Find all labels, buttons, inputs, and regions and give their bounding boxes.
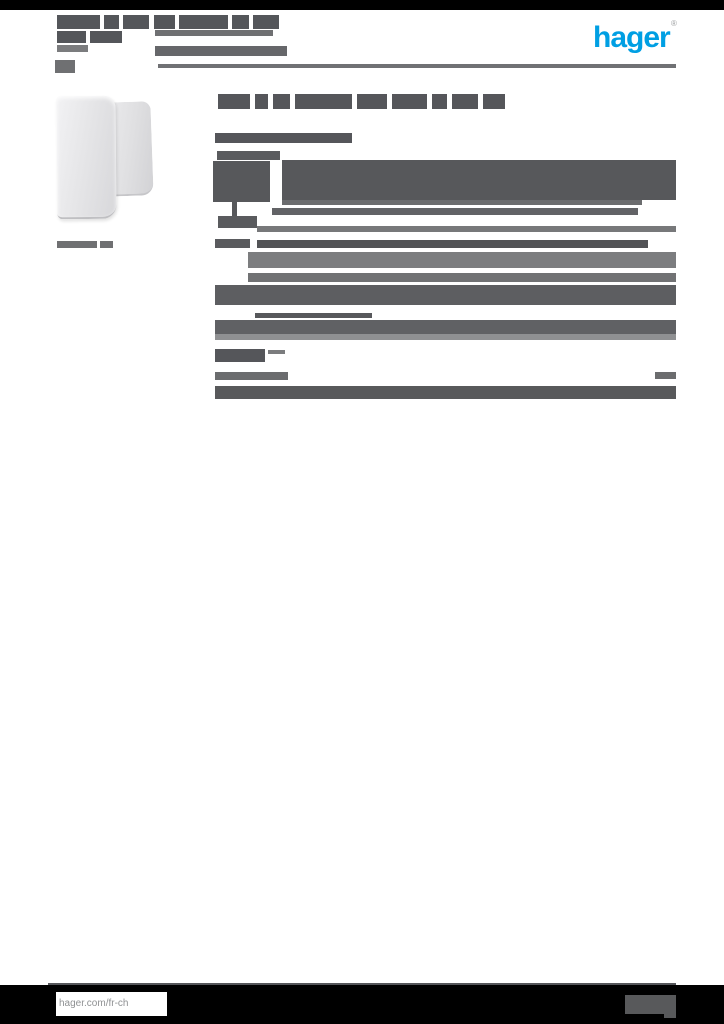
redacted-text-line	[154, 15, 175, 29]
product-photo	[56, 88, 154, 228]
redacted-text-line	[253, 15, 279, 29]
redacted-text-line	[215, 239, 250, 248]
redacted-text-line	[57, 241, 97, 248]
redacted-text-line	[100, 241, 113, 248]
redacted-text-line	[57, 45, 88, 52]
redacted-text-line	[273, 94, 290, 109]
redacted-text-line	[272, 208, 638, 215]
redacted-text-line	[282, 160, 676, 200]
redacted-text-line	[215, 334, 676, 340]
redacted-text-line	[123, 15, 149, 29]
redacted-text-line	[215, 133, 352, 143]
redacted-text-line	[155, 46, 287, 56]
product-photo-front-panel	[56, 96, 116, 220]
redacted-text-line	[57, 15, 100, 29]
redacted-text-line	[215, 320, 676, 334]
footer-page-box	[625, 995, 676, 1014]
redacted-text-line	[392, 94, 427, 109]
redacted-text-line	[248, 252, 676, 268]
redacted-text-line	[452, 94, 478, 109]
redacted-text-line	[213, 161, 270, 202]
redacted-text-line	[432, 94, 447, 109]
hager-logo	[593, 19, 677, 54]
redacted-text-line	[257, 240, 648, 248]
registered-trademark-icon: ®	[671, 19, 677, 28]
redacted-text-line	[257, 226, 676, 232]
redacted-text-line	[158, 64, 676, 68]
redacted-text-line	[215, 386, 676, 399]
hager-logo-text: hager	[593, 21, 670, 54]
footer-website-link[interactable]: hager.com/fr-ch	[59, 998, 129, 1009]
redacted-text-line	[232, 15, 249, 29]
redacted-text-line	[282, 200, 642, 205]
redacted-text-line	[215, 349, 265, 362]
redacted-text-line	[268, 350, 285, 354]
footer-page-box-notch	[664, 1014, 676, 1018]
redacted-text-line	[483, 94, 505, 109]
redacted-text-line	[357, 94, 387, 109]
redacted-text-line	[255, 313, 372, 318]
top-edge-bar	[0, 0, 724, 10]
redacted-text-line	[90, 31, 122, 43]
redacted-text-line	[215, 285, 676, 305]
redacted-text-line	[215, 372, 288, 380]
redacted-text-line	[655, 372, 676, 379]
redacted-text-line	[57, 31, 86, 43]
redacted-text-line	[255, 94, 268, 109]
redacted-text-line	[248, 273, 676, 282]
redacted-text-line	[295, 94, 352, 109]
redacted-text-line	[217, 151, 280, 160]
footer-link-box[interactable]	[56, 992, 167, 1016]
redacted-text-line	[218, 216, 257, 228]
redacted-text-line	[218, 94, 250, 109]
redacted-text-line	[55, 60, 75, 73]
redacted-text-line	[155, 30, 273, 36]
redacted-text-line	[179, 15, 228, 29]
redacted-text-line	[104, 15, 119, 29]
